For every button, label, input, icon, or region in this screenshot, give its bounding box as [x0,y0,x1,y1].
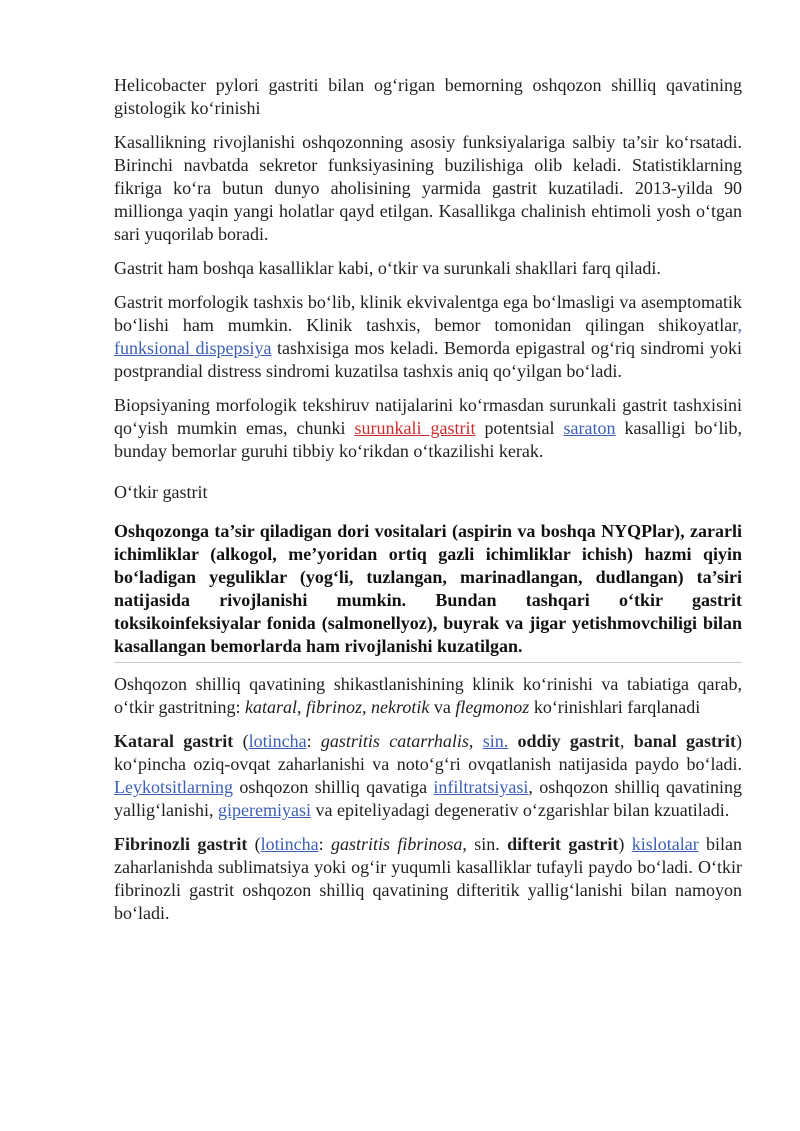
divider [114,662,742,663]
latin-term: gastritis catarrhalis [320,731,469,751]
text-segment: bilan zaharlanishda sublimatsiya yoki og‘ir yuqumli kasalliklar tufayli paydo bo‘ladi. O‘tkir fibrinozli gastrit oshqozon shilliq qavatining difteritik yallig‘lanishi bilan namoyon bo‘ladi. [114,834,743,923]
text-segment: : [318,834,331,854]
paragraph-forms: Gastrit ham boshqa kasalliklar kabi, o‘tkir va surunkali shakllari farq qiladi. [114,258,661,278]
text-segment: va epiteliyadagi degenerativ o‘zgarishlar bilan kzuatiladi. [310,800,730,820]
link-infiltratsiyasi[interactable]: infiltratsiyasi [433,777,529,797]
text-segment: potentsial [475,418,564,438]
text-segment: , oshqozon shilliq qavatining yallig‘lanishi, [114,777,742,820]
text-segment: , [619,731,634,751]
term-kataral: kataral [244,697,297,717]
link-surunkali-gastrit[interactable]: surunkali gastrit [354,418,476,438]
link-saraton[interactable]: saraton [563,418,616,438]
figure-caption: Helicobacter pylori gastriti bilan og‘rigan bemorning oshqozon shilliq qavatining gistologik ko‘rinishi [114,75,742,118]
term-banal-gastrit: banal gastrit [633,731,737,751]
term-flegmonoz: flegmonoz [455,697,530,717]
link-leykotsitlarning[interactable]: Leykotsitlarning [114,777,233,797]
paragraph-diagnosis [114,291,742,383]
paragraph-clinical-forms [114,673,742,719]
term-nekrotik: nekrotik [371,697,430,717]
latin-term: gastritis fibrinosa [331,834,463,854]
text-segment: Gastrit morfologik tashxis bo‘lib, klinik ekvivalentga ega bo‘lmasligi va asemptomatik bo‘lishi ham mumkin. Klinik tashxis, bemor tomonidan qilingan shikoyatlar [114,292,742,335]
text-segment: : [306,731,321,751]
text-segment: ( [247,834,261,854]
text-segment: tashxisiga mos keladi. Bemorda epigastral og‘riq sindromi yoki postprandial distress sindromi kuzatilsa tashxis aniq qo‘yilgan bo‘ladi. [114,338,743,381]
text-segment: oshqozon shilliq qavatiga [232,777,434,797]
link-lotincha[interactable]: lotincha [260,834,319,854]
paragraph-catarrhal-gastritis [114,730,742,822]
text-segment: ) [618,834,632,854]
link-funksional-dispepsiya[interactable]: , funksional dispepsiya [114,315,742,358]
text-segment: , sin. [462,834,508,854]
paragraph-development: Kasallikning rivojlanishi oshqozonning asosiy funksiyalariga salbiy ta’sir ko‘rsatadi. Birinchi navbatda sekretor funksiyasining buzilishiga olib keladi. Statistiklarning fikriga ko‘ra butun dunyo aholisining yarmida gastrit kuzatiladi. 2013-yilda 90 millionga yaqin yangi holatlar qayd etilgan. Kasallikga chalinish ehtimoli yosh o‘tgan sari yuqorilab boradi. [114,132,742,244]
document-page [114,74,742,936]
text-segment [508,731,517,751]
text-segment: Biopsiyaning morfologik tekshiruv natijalarini ko‘rmasdan surunkali gastrit tashxisini qo‘yish mumkin emas, chunki [114,395,742,438]
text-segment: , [296,697,306,717]
text-segment: kasalligi bo‘lib, bunday bemorlar guruhi tibbiy ko‘rikdan o‘tkazilishi kerak. [114,418,743,461]
link-kislotalar[interactable]: kislotalar [631,834,699,854]
text-segment: ) ko‘pincha oziq-ovqat zaharlanishi va noto‘g‘ri ovqatlanish natijasida paydo bo‘ladi. [114,731,743,774]
text-segment: va [429,697,456,717]
term-fibrinoz: fibrinoz [305,697,362,717]
paragraph-causes-bold: Oshqozonga ta’sir qiladigan dori vositalari (aspirin va boshqa NYQPlar), zararli ichimliklar (alkogol, me’yoridan ortiq gazli ichimliklar ichish) hazmi qiyin bo‘ladigan yeguliklar (yog‘li, tuzlangan, marinadlangan, dudlangan) ta’siri natijasida rivojlanishi mumkin. Bundan tashqari o‘tkir gastrit toksikoinfeksiyalar fonida (salmonellyoz), buyrak va jigar yetishmovchiligi bilan kasallangan bemorlarda ham rivojlanishi kuzatilgan. [114,521,742,656]
term-difterit-gastrit: difterit gastrit [507,834,619,854]
paragraph-fibrinous-gastritis [114,833,742,925]
term-fibrinozli-gastrit: Fibrinozli gastrit [114,834,248,854]
text-segment: ( [233,731,249,751]
text-segment: Oshqozon shilliq qavatining shikastlanishining klinik ko‘rinishi va tabiatiga qarab, o‘tkir gastritning: [114,674,742,717]
link-lotincha[interactable]: lotincha [248,731,307,751]
paragraph-biopsy [114,394,742,463]
link-giperemiyasi[interactable]: giperemiyasi [217,800,311,820]
term-oddiy-gastrit: oddiy gastrit [517,731,620,751]
link-sin[interactable]: sin. [482,731,509,751]
text-segment: , [362,697,371,717]
text-segment: , [468,731,483,751]
text-segment: ko‘rinishlari farqlanadi [529,697,701,717]
section-heading-acute-gastritis: O‘tkir gastrit [114,482,208,502]
term-kataral-gastrit: Kataral gastrit [114,731,234,751]
